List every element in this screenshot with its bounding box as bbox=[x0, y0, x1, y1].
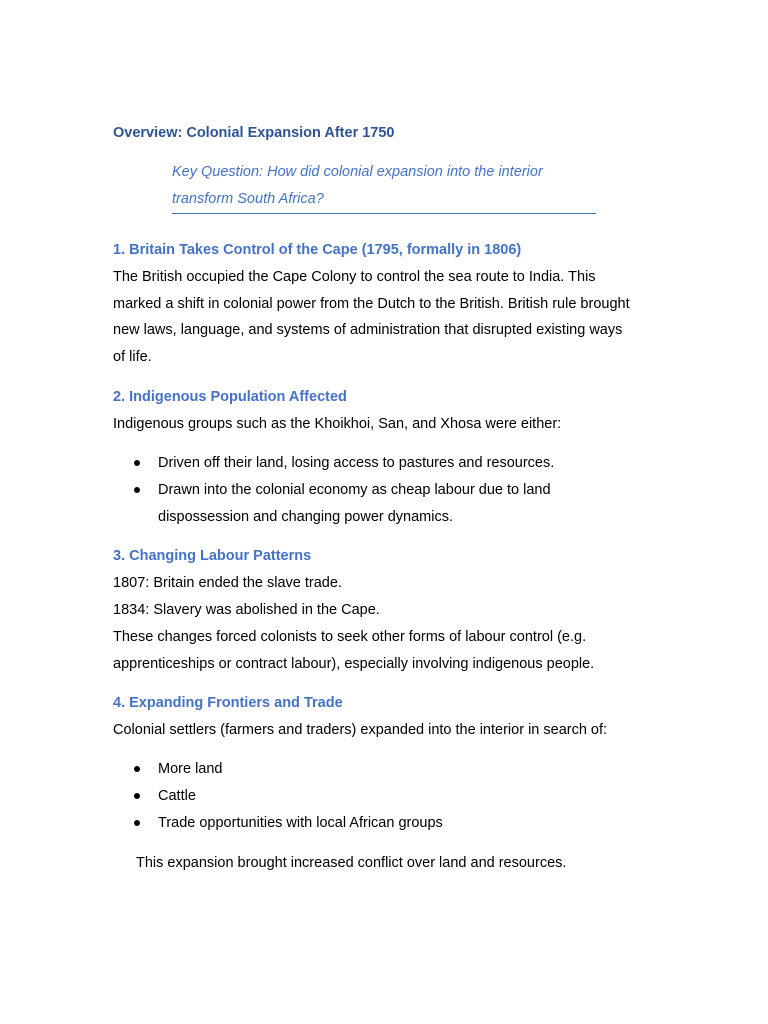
bullet-icon bbox=[134, 460, 140, 466]
section-3-line: These changes forced colonists to seek other forms of labour control (e.g. bbox=[113, 629, 587, 645]
section-3-line: 1834: Slavery was abolished in the Cape. bbox=[113, 602, 380, 618]
document-title: Overview: Colonial Expansion After 1750 bbox=[113, 125, 395, 141]
bullet-icon bbox=[134, 793, 140, 799]
section-1-paragraph-line: marked a shift in colonial power from the Dutch to the British. British rule brought bbox=[113, 296, 630, 312]
section-4-closing: This expansion brought increased conflict over land and resources. bbox=[136, 855, 567, 871]
section-1-heading: 1. Britain Takes Control of the Cape (1795, formally in 1806) bbox=[113, 242, 522, 258]
section-3-line: apprenticeships or contract labour), especially involving indigenous people. bbox=[113, 656, 595, 672]
section-2-heading: 2. Indigenous Population Affected bbox=[113, 389, 347, 405]
section-1-paragraph-line: The British occupied the Cape Colony to control the sea route to India. This bbox=[113, 269, 596, 285]
section-2-intro: Indigenous groups such as the Khoikhoi, San, and Xhosa were either: bbox=[113, 416, 562, 432]
key-question-underline bbox=[172, 213, 596, 214]
section-1-paragraph-line: new laws, language, and systems of administration that disrupted existing ways bbox=[113, 322, 623, 338]
section-2-bullet-text: dispossession and changing power dynamics. bbox=[158, 509, 454, 525]
section-4-heading: 4. Expanding Frontiers and Trade bbox=[113, 695, 343, 711]
section-4-bullet-text: Trade opportunities with local African groups bbox=[158, 815, 443, 831]
section-2-bullet-text: Driven off their land, losing access to pastures and resources. bbox=[158, 455, 555, 471]
key-question-line-2: transform South Africa? bbox=[172, 191, 324, 207]
section-4-intro: Colonial settlers (farmers and traders) expanded into the interior in search of: bbox=[113, 722, 608, 738]
bullet-icon bbox=[134, 820, 140, 826]
key-question-line-1: Key Question: How did colonial expansion into the interior bbox=[172, 164, 543, 180]
bullet-icon bbox=[134, 766, 140, 772]
section-2-bullet-text: Drawn into the colonial economy as cheap labour due to land bbox=[158, 482, 551, 498]
section-4-bullet-text: Cattle bbox=[158, 788, 196, 804]
section-4-bullet-text: More land bbox=[158, 761, 223, 777]
section-3-heading: 3. Changing Labour Patterns bbox=[113, 548, 312, 564]
section-1-paragraph-line: of life. bbox=[113, 349, 152, 365]
bullet-icon bbox=[134, 487, 140, 493]
section-3-line: 1807: Britain ended the slave trade. bbox=[113, 575, 342, 591]
